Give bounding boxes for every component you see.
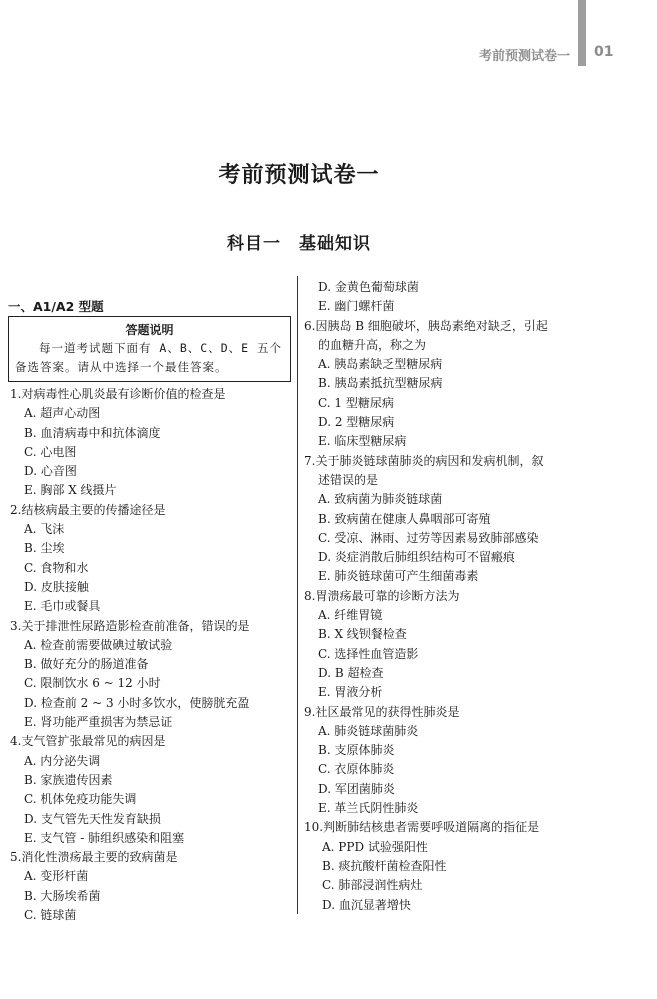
question-number: 8. bbox=[304, 588, 316, 603]
option: C. 链球菌 bbox=[24, 908, 77, 923]
option: D. 血沉显著增快 bbox=[322, 897, 411, 912]
option: B. 家族遗传因素 bbox=[24, 772, 113, 787]
question bbox=[304, 317, 594, 336]
page-title: 考前预测试卷一 bbox=[218, 163, 380, 188]
option: D. 支气管先天性发育缺损 bbox=[24, 811, 161, 826]
option: C. 食物和水 bbox=[24, 560, 89, 575]
option: C. 选择性血管造影 bbox=[318, 646, 419, 661]
option: A. PPD 试验强阳性 bbox=[322, 839, 428, 854]
question-text: 消化性溃疡最主要的致病菌是 bbox=[21, 850, 178, 865]
option: C. 心电图 bbox=[24, 444, 77, 459]
option: D. 金黄色葡萄球菌 bbox=[318, 280, 419, 294]
question-number: 1. bbox=[10, 387, 22, 401]
option: B. 痰抗酸杆菌检查阳性 bbox=[322, 858, 447, 873]
option: D. 心音图 bbox=[24, 464, 77, 479]
option: E. 毛巾或餐具 bbox=[24, 599, 101, 614]
question bbox=[304, 452, 594, 471]
option: D. 炎症消散后肺组织结构可不留瘢痕 bbox=[318, 550, 515, 565]
option: C. 受凉、淋雨、过劳等因素易致肺部感染 bbox=[318, 530, 539, 545]
option: B. X 线钡餐检查 bbox=[318, 627, 407, 642]
question-text: 因胰岛 B 细胞破坏，胰岛素绝对缺乏，引起 bbox=[315, 318, 548, 333]
section-heading: 一、A1/A2 型题 bbox=[8, 299, 104, 314]
question-number: 2. bbox=[10, 502, 22, 517]
option: D. 检查前 2 ~ 3 小时多饮水，使膀胱充盈 bbox=[24, 695, 250, 710]
option: E. 支气管 - 肺组织感染和阻塞 bbox=[24, 830, 185, 845]
option: E. 临床型糖尿病 bbox=[318, 434, 407, 449]
option: E. 肾功能严重损害为禁忌证 bbox=[24, 715, 173, 730]
question bbox=[10, 848, 295, 867]
column-divider bbox=[297, 276, 298, 914]
question-number: 3. bbox=[10, 618, 22, 633]
option: C. 1 型糖尿病 bbox=[318, 395, 394, 410]
question-text: 结核病最主要的传播途径是 bbox=[21, 502, 166, 517]
option: A. 超声心动图 bbox=[24, 406, 101, 421]
option: A. 飞沫 bbox=[24, 522, 65, 537]
question-number: 9. bbox=[304, 704, 316, 719]
instruction-title: 答题说明 bbox=[125, 323, 174, 337]
question-text: 支气管扩张最常见的病因是 bbox=[21, 734, 166, 749]
question-text: 对病毒性心肌炎最有诊断价值的检查是 bbox=[21, 387, 226, 401]
question bbox=[304, 818, 594, 837]
question-number: 10. bbox=[304, 820, 324, 835]
header-tab-bar bbox=[578, 0, 586, 66]
right-column bbox=[304, 278, 594, 915]
question-number: 4. bbox=[10, 734, 22, 749]
option: C. 肺部浸润性病灶 bbox=[322, 878, 423, 893]
question-number: 6. bbox=[304, 318, 316, 333]
left-column bbox=[10, 385, 295, 925]
option: D. 军团菌肺炎 bbox=[318, 781, 395, 796]
option: A. 纤维胃镜 bbox=[318, 608, 383, 623]
option: C. 衣原体肺炎 bbox=[318, 762, 395, 777]
option: A. 检查前需要做碘过敏试验 bbox=[24, 637, 173, 652]
question-text: 关于排泄性尿路造影检查前准备，错误的是 bbox=[21, 618, 250, 633]
option: B. 血清病毒中和抗体滴度 bbox=[24, 425, 161, 440]
option: B. 做好充分的肠道准备 bbox=[24, 657, 149, 672]
question-text-cont: 述错误的是 bbox=[318, 472, 379, 487]
question-text: 判断肺结核患者需要呼吸道隔离的指征是 bbox=[323, 820, 540, 835]
option: B. 致病菌在健康人鼻咽部可寄殖 bbox=[318, 511, 491, 526]
running-header-title: 考前预测试卷一 bbox=[478, 49, 570, 64]
option: D. 2 型糖尿病 bbox=[318, 415, 395, 430]
question bbox=[10, 385, 295, 404]
instruction-body: 每一道考试题下面有 A、B、C、D、E 五个备选答案。请从中选择一个最佳答案。 bbox=[15, 341, 282, 374]
option: D. 皮肤接触 bbox=[24, 579, 89, 594]
page-number: 01 bbox=[594, 44, 614, 60]
option: A. 内分泌失调 bbox=[24, 753, 101, 768]
option: B. 支原体肺炎 bbox=[318, 743, 395, 758]
option: A. 致病菌为肺炎链球菌 bbox=[318, 492, 443, 507]
option: E. 革兰氏阴性肺炎 bbox=[318, 801, 419, 816]
instruction-box bbox=[8, 316, 291, 382]
option: C. 机体免疫功能失调 bbox=[24, 792, 137, 807]
option: B. 大肠埃希菌 bbox=[24, 888, 101, 903]
option: E. 幽门螺杆菌 bbox=[318, 299, 395, 314]
question-text-cont: 的血糖升高，称之为 bbox=[318, 337, 427, 352]
option: B. 胰岛素抵抗型糖尿病 bbox=[318, 376, 443, 391]
option: E. 肺炎链球菌可产生细菌毒素 bbox=[318, 569, 479, 584]
option: A. 变形杆菌 bbox=[24, 869, 89, 884]
question bbox=[304, 587, 594, 606]
option: E. 胸部 X 线摄片 bbox=[24, 483, 117, 498]
option: D. B 超检查 bbox=[318, 665, 384, 680]
question-text: 胃溃疡最可靠的诊断方法为 bbox=[315, 588, 460, 603]
option: A. 肺炎链球菌肺炎 bbox=[318, 723, 419, 738]
question-number: 5. bbox=[10, 850, 22, 865]
option: B. 尘埃 bbox=[24, 541, 65, 556]
question-number: 7. bbox=[304, 453, 316, 468]
question bbox=[10, 501, 295, 520]
question bbox=[10, 732, 295, 751]
question-text: 关于肺炎链球菌肺炎的病因和发病机制，叙 bbox=[315, 453, 544, 468]
question bbox=[10, 617, 295, 636]
option: C. 限制饮水 6 ~ 12 小时 bbox=[24, 676, 161, 691]
option: A. 胰岛素缺乏型糖尿病 bbox=[318, 357, 443, 372]
question bbox=[304, 703, 594, 722]
question-text: 社区最常见的获得性肺炎是 bbox=[315, 704, 460, 719]
option: E. 胃液分析 bbox=[318, 685, 383, 700]
subject-title: 科目一 基础知识 bbox=[227, 234, 371, 254]
